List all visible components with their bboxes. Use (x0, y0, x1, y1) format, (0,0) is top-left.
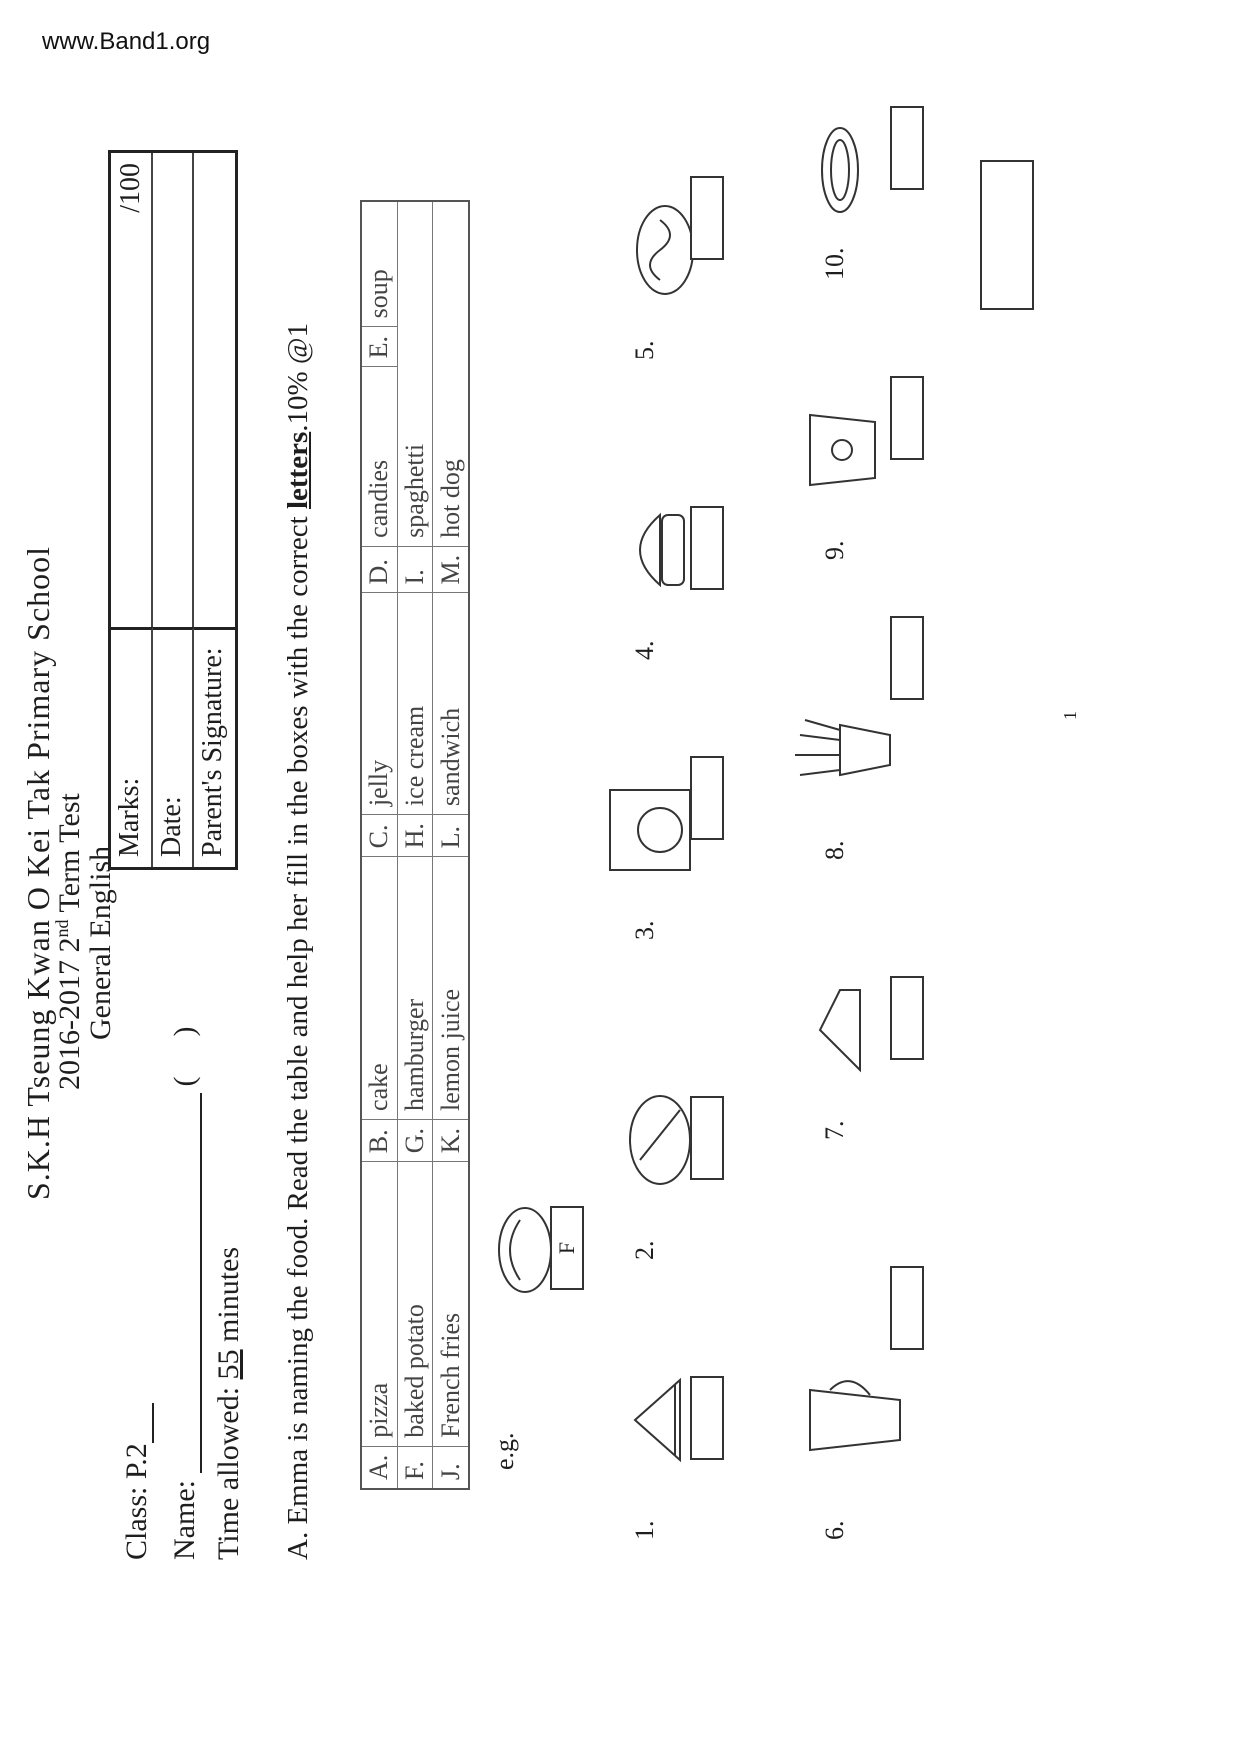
jug-picture (800, 1370, 910, 1470)
table-row: J. French fries K. lemon juice L. sandwich M. hot dog (433, 201, 469, 1489)
section-score-box[interactable] (980, 160, 1034, 310)
name-field[interactable]: Name: () (168, 986, 201, 1560)
exam-subject: General English (84, 845, 117, 1040)
soup-bowl-picture (620, 1090, 700, 1190)
answer-box-5[interactable] (690, 176, 724, 260)
ice-cream-tub-picture (800, 400, 880, 500)
site-watermark: www.Band1.org (42, 28, 211, 55)
answer-box-3[interactable] (690, 756, 724, 840)
marks-box (108, 150, 238, 870)
answer-box-6[interactable] (890, 1266, 924, 1350)
item-number: 4. (630, 640, 659, 660)
answer-box-9[interactable] (890, 376, 924, 460)
item-number: 9. (820, 540, 849, 560)
item-number: 1. (630, 1520, 659, 1540)
baked-potato-picture (480, 1200, 560, 1300)
answer-box-2[interactable] (690, 1096, 724, 1180)
pizza-box-picture (600, 780, 700, 880)
item-number: 3. (630, 920, 659, 940)
signature-label: Parent's Signature: (194, 627, 235, 867)
answer-box-4[interactable] (690, 506, 724, 590)
part-a-instructions: A. Emma is naming the food. Read the table and help her fill in the boxes with the correct letters.10% @1 (282, 322, 314, 1560)
food-word-table (360, 200, 470, 1490)
marks-label: Marks: (111, 627, 153, 867)
date-label: Date: (153, 627, 194, 867)
date-field[interactable] (153, 153, 194, 627)
class-field[interactable]: Class: P.2 (120, 1403, 154, 1560)
class-number-brackets: () (168, 986, 201, 1087)
french-fries-picture (790, 700, 900, 800)
example-label: e.g. (490, 1432, 519, 1470)
table-row: A. pizza B. cake C. jelly D. candies E. soup (361, 201, 397, 1489)
school-name: S.K.H Tseung Kwan O Kei Tak Primary School (20, 545, 56, 1200)
signature-field[interactable] (194, 153, 235, 627)
example-answer-box: F (550, 1206, 584, 1290)
answer-box-7[interactable] (890, 976, 924, 1060)
answer-box-8[interactable] (890, 616, 924, 700)
item-number: 2. (630, 1240, 659, 1260)
table-row: F. baked potato G. hamburger H. ice cream I. spaghetti (397, 201, 433, 1489)
hot-dog-picture (800, 120, 880, 220)
cake-picture (800, 980, 880, 1080)
exam-sheet (20, 0, 1180, 1560)
spaghetti-picture (620, 200, 700, 300)
sandwich-picture (620, 1370, 700, 1470)
page-number: 1 (1060, 711, 1080, 720)
answer-box-10[interactable] (890, 106, 924, 190)
answer-box-1[interactable] (690, 1376, 724, 1460)
item-number: 8. (820, 840, 849, 860)
item-number: 6. (820, 1520, 849, 1540)
exam-year: 2016-2017 2nd Term Test (52, 793, 86, 1090)
marks-value: /100 (111, 153, 153, 627)
hamburger-picture (620, 500, 700, 600)
time-allowed: Time allowed: 55 minutes (212, 1246, 245, 1560)
item-number: 10. (820, 247, 849, 280)
item-number: 5. (630, 340, 659, 360)
item-number: 7. (820, 1120, 849, 1140)
